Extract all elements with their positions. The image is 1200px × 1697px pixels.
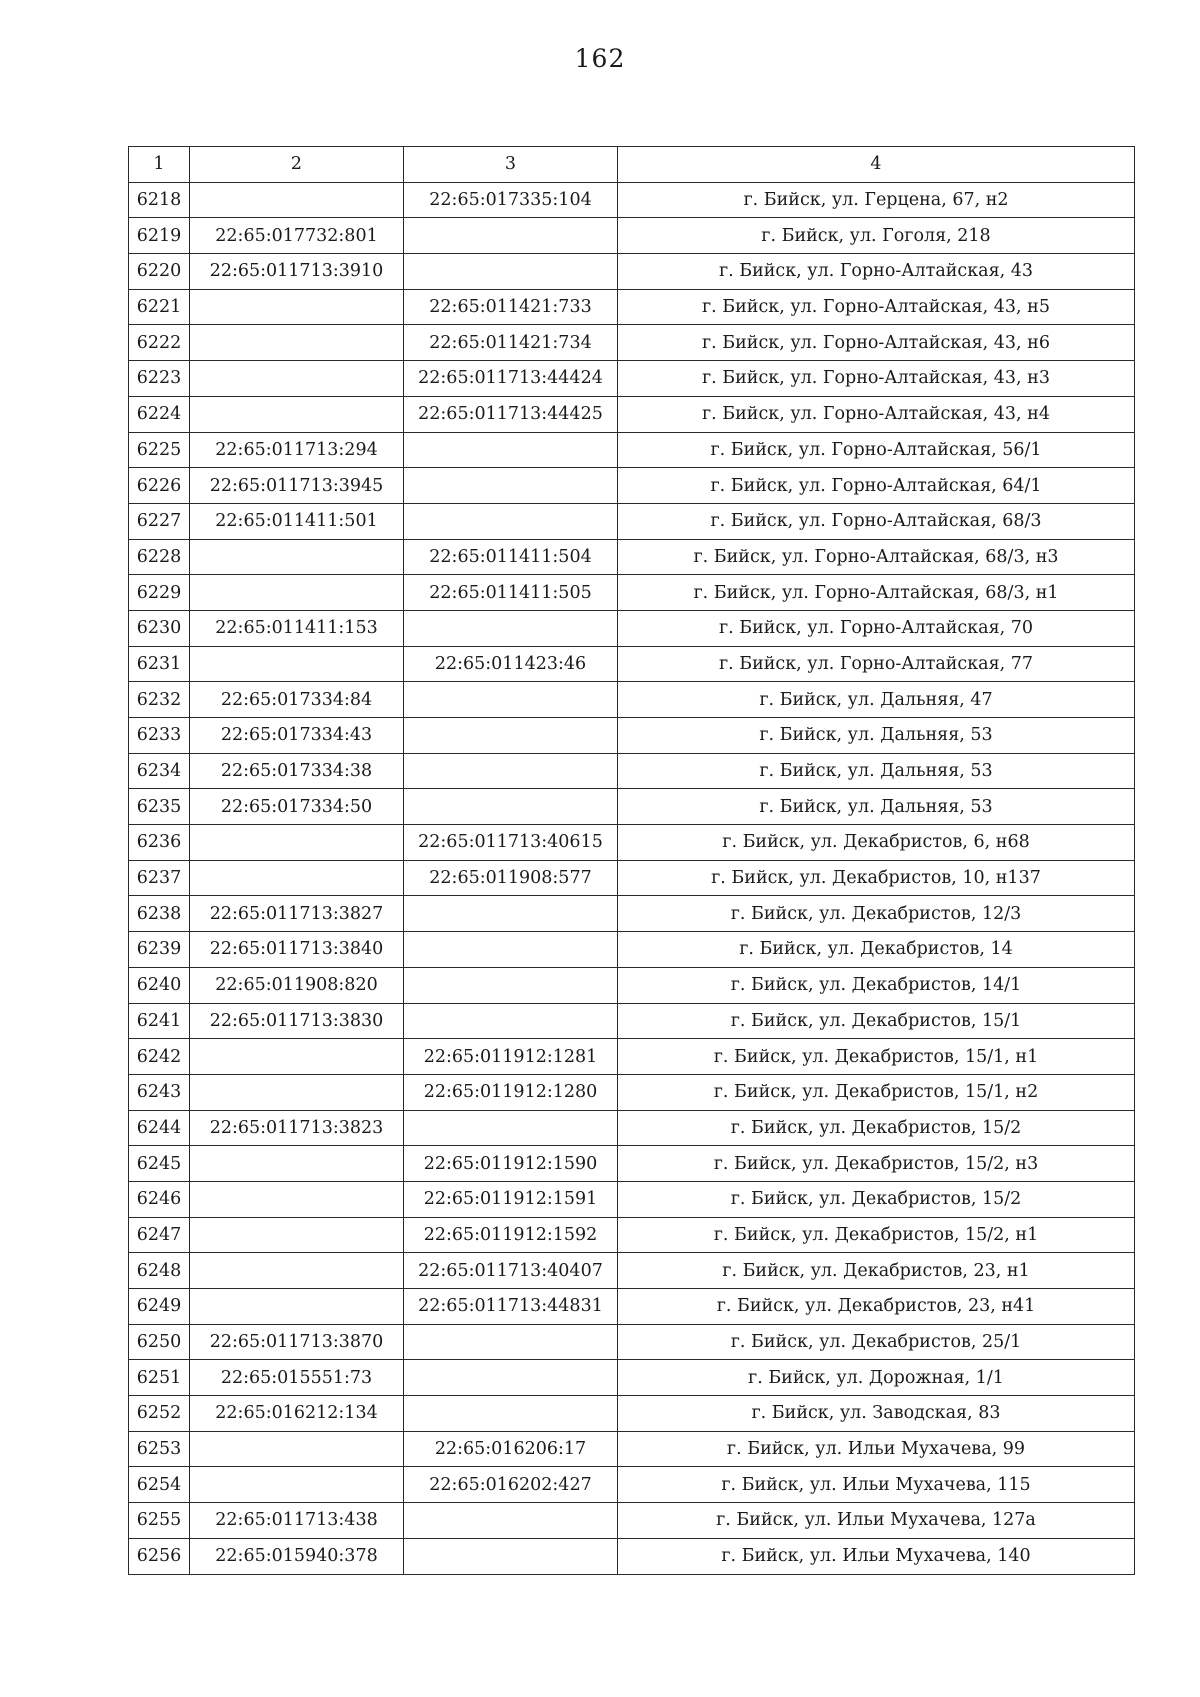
row-number-cell: 6223: [129, 361, 190, 397]
address-cell: г. Бийск, ул. Гоголя, 218: [618, 218, 1135, 254]
header-col-3: 3: [404, 147, 618, 183]
cadastral-number-cell: [190, 539, 404, 575]
address-cell: г. Бийск, ул. Ильи Мухачева, 127а: [618, 1503, 1135, 1539]
address-cell: г. Бийск, ул. Декабристов, 15/1: [618, 1003, 1135, 1039]
row-number-cell: 6230: [129, 610, 190, 646]
row-number-cell: 6224: [129, 396, 190, 432]
building-number-cell: 22:65:011411:505: [404, 575, 618, 611]
cadastral-number-cell: [190, 646, 404, 682]
building-number-cell: [404, 753, 618, 789]
address-cell: г. Бийск, ул. Дальняя, 53: [618, 718, 1135, 754]
table-row: [129, 825, 1135, 861]
address-cell: г. Бийск, ул. Дорожная, 1/1: [618, 1360, 1135, 1396]
table-row: [129, 1039, 1135, 1075]
table-row: [129, 1467, 1135, 1503]
address-cell: г. Бийск, ул. Горно-Алтайская, 56/1: [618, 432, 1135, 468]
table-row: [129, 1074, 1135, 1110]
cadastral-number-cell: 22:65:015940:378: [190, 1538, 404, 1574]
address-cell: г. Бийск, ул. Декабристов, 10, н137: [618, 860, 1135, 896]
table-row: [129, 1503, 1135, 1539]
address-cell: г. Бийск, ул. Декабристов, 15/2, н1: [618, 1217, 1135, 1253]
address-cell: г. Бийск, ул. Ильи Мухачева, 140: [618, 1538, 1135, 1574]
cadastral-number-cell: 22:65:017334:50: [190, 789, 404, 825]
cadastral-number-cell: 22:65:017334:38: [190, 753, 404, 789]
building-number-cell: 22:65:016206:17: [404, 1431, 618, 1467]
address-cell: г. Бийск, ул. Горно-Алтайская, 68/3: [618, 503, 1135, 539]
building-number-cell: [404, 1324, 618, 1360]
building-number-cell: [404, 718, 618, 754]
row-number-cell: 6239: [129, 932, 190, 968]
cadastral-number-cell: [190, 1467, 404, 1503]
table-row: [129, 1217, 1135, 1253]
address-cell: г. Бийск, ул. Горно-Алтайская, 43: [618, 254, 1135, 290]
cadastral-number-cell: 22:65:011713:3840: [190, 932, 404, 968]
address-cell: г. Бийск, ул. Горно-Алтайская, 43, н6: [618, 325, 1135, 361]
cadastral-number-cell: 22:65:011713:3830: [190, 1003, 404, 1039]
row-number-cell: 6240: [129, 967, 190, 1003]
building-number-cell: 22:65:017335:104: [404, 182, 618, 218]
table-row: [129, 1181, 1135, 1217]
table-row: [129, 932, 1135, 968]
address-cell: г. Бийск, ул. Горно-Алтайская, 68/3, н1: [618, 575, 1135, 611]
cadastral-number-cell: 22:65:011713:294: [190, 432, 404, 468]
table-row: [129, 1289, 1135, 1325]
building-number-cell: [404, 1003, 618, 1039]
address-cell: г. Бийск, ул. Декабристов, 14/1: [618, 967, 1135, 1003]
row-number-cell: 6255: [129, 1503, 190, 1539]
building-number-cell: 22:65:011912:1281: [404, 1039, 618, 1075]
row-number-cell: 6242: [129, 1039, 190, 1075]
row-number-cell: 6219: [129, 218, 190, 254]
row-number-cell: 6225: [129, 432, 190, 468]
cadastral-number-cell: 22:65:017334:43: [190, 718, 404, 754]
address-cell: г. Бийск, ул. Декабристов, 15/2: [618, 1181, 1135, 1217]
building-number-cell: [404, 1110, 618, 1146]
cadastral-number-cell: [190, 1181, 404, 1217]
table-row: [129, 1431, 1135, 1467]
address-cell: г. Бийск, ул. Горно-Алтайская, 43, н4: [618, 396, 1135, 432]
header-col-1: 1: [129, 147, 190, 183]
building-number-cell: [404, 1538, 618, 1574]
table-row: [129, 967, 1135, 1003]
table-header-row: [129, 147, 1135, 183]
row-number-cell: 6249: [129, 1289, 190, 1325]
table-row: [129, 361, 1135, 397]
row-number-cell: 6237: [129, 860, 190, 896]
row-number-cell: 6222: [129, 325, 190, 361]
page-number: 162: [574, 44, 626, 73]
row-number-cell: 6244: [129, 1110, 190, 1146]
cadastral-number-cell: [190, 1431, 404, 1467]
row-number-cell: 6245: [129, 1146, 190, 1182]
cadastral-number-cell: 22:65:011713:3823: [190, 1110, 404, 1146]
row-number-cell: 6246: [129, 1181, 190, 1217]
table-row: [129, 1538, 1135, 1574]
registry-table: [128, 146, 1135, 1575]
table-row: [129, 1360, 1135, 1396]
row-number-cell: 6229: [129, 575, 190, 611]
address-cell: г. Бийск, ул. Декабристов, 6, н68: [618, 825, 1135, 861]
row-number-cell: 6221: [129, 289, 190, 325]
table-row: [129, 1396, 1135, 1432]
cadastral-number-cell: 22:65:017732:801: [190, 218, 404, 254]
row-number-cell: 6250: [129, 1324, 190, 1360]
table-row: [129, 539, 1135, 575]
row-number-cell: 6252: [129, 1396, 190, 1432]
cadastral-number-cell: 22:65:011713:3827: [190, 896, 404, 932]
cadastral-number-cell: 22:65:016212:134: [190, 1396, 404, 1432]
cadastral-number-cell: 22:65:011713:438: [190, 1503, 404, 1539]
table-row: [129, 325, 1135, 361]
row-number-cell: 6256: [129, 1538, 190, 1574]
table-row: [129, 789, 1135, 825]
building-number-cell: 22:65:011912:1280: [404, 1074, 618, 1110]
cadastral-number-cell: [190, 1039, 404, 1075]
address-cell: г. Бийск, ул. Декабристов, 25/1: [618, 1324, 1135, 1360]
table-row: [129, 1146, 1135, 1182]
address-cell: г. Бийск, ул. Декабристов, 23, н1: [618, 1253, 1135, 1289]
address-cell: г. Бийск, ул. Горно-Алтайская, 68/3, н3: [618, 539, 1135, 575]
building-number-cell: [404, 682, 618, 718]
row-number-cell: 6236: [129, 825, 190, 861]
row-number-cell: 6247: [129, 1217, 190, 1253]
building-number-cell: 22:65:011912:1590: [404, 1146, 618, 1182]
cadastral-number-cell: [190, 325, 404, 361]
building-number-cell: 22:65:011421:733: [404, 289, 618, 325]
row-number-cell: 6220: [129, 254, 190, 290]
cadastral-number-cell: [190, 1146, 404, 1182]
row-number-cell: 6232: [129, 682, 190, 718]
address-cell: г. Бийск, ул. Дальняя, 53: [618, 789, 1135, 825]
table-row: [129, 1003, 1135, 1039]
row-number-cell: 6248: [129, 1253, 190, 1289]
cadastral-number-cell: [190, 825, 404, 861]
building-number-cell: 22:65:011713:44831: [404, 1289, 618, 1325]
row-number-cell: 6226: [129, 468, 190, 504]
table-row: [129, 218, 1135, 254]
table-row: [129, 468, 1135, 504]
building-number-cell: [404, 789, 618, 825]
building-number-cell: 22:65:011713:40615: [404, 825, 618, 861]
table-row: [129, 682, 1135, 718]
address-cell: г. Бийск, ул. Горно-Алтайская, 43, н5: [618, 289, 1135, 325]
row-number-cell: 6227: [129, 503, 190, 539]
building-number-cell: 22:65:011908:577: [404, 860, 618, 896]
table-row: [129, 610, 1135, 646]
cadastral-number-cell: [190, 1074, 404, 1110]
table-row: [129, 396, 1135, 432]
table-row: [129, 1110, 1135, 1146]
address-cell: г. Бийск, ул. Герцена, 67, н2: [618, 182, 1135, 218]
cadastral-number-cell: 22:65:015551:73: [190, 1360, 404, 1396]
building-number-cell: [404, 610, 618, 646]
address-cell: г. Бийск, ул. Дальняя, 47: [618, 682, 1135, 718]
address-cell: г. Бийск, ул. Горно-Алтайская, 43, н3: [618, 361, 1135, 397]
building-number-cell: 22:65:011713:44425: [404, 396, 618, 432]
table-row: [129, 182, 1135, 218]
cadastral-number-cell: [190, 361, 404, 397]
address-cell: г. Бийск, ул. Декабристов, 15/1, н2: [618, 1074, 1135, 1110]
building-number-cell: [404, 468, 618, 504]
address-cell: г. Бийск, ул. Ильи Мухачева, 99: [618, 1431, 1135, 1467]
row-number-cell: 6251: [129, 1360, 190, 1396]
cadastral-number-cell: [190, 1253, 404, 1289]
building-number-cell: [404, 218, 618, 254]
table-row: [129, 503, 1135, 539]
cadastral-number-cell: 22:65:011713:3910: [190, 254, 404, 290]
building-number-cell: [404, 432, 618, 468]
cadastral-number-cell: 22:65:017334:84: [190, 682, 404, 718]
table-row: [129, 646, 1135, 682]
address-cell: г. Бийск, ул. Декабристов, 12/3: [618, 896, 1135, 932]
header-col-2: 2: [190, 147, 404, 183]
address-cell: г. Бийск, ул. Горно-Алтайская, 70: [618, 610, 1135, 646]
row-number-cell: 6233: [129, 718, 190, 754]
address-cell: г. Бийск, ул. Декабристов, 15/1, н1: [618, 1039, 1135, 1075]
table-row: [129, 860, 1135, 896]
building-number-cell: [404, 932, 618, 968]
cadastral-number-cell: 22:65:011411:153: [190, 610, 404, 646]
table-row: [129, 254, 1135, 290]
table-row: [129, 1253, 1135, 1289]
cadastral-number-cell: [190, 396, 404, 432]
table-row: [129, 575, 1135, 611]
building-number-cell: [404, 1396, 618, 1432]
cadastral-number-cell: 22:65:011908:820: [190, 967, 404, 1003]
cadastral-number-cell: [190, 182, 404, 218]
building-number-cell: 22:65:011713:40407: [404, 1253, 618, 1289]
cadastral-number-cell: [190, 860, 404, 896]
cadastral-number-cell: 22:65:011713:3945: [190, 468, 404, 504]
building-number-cell: 22:65:011423:46: [404, 646, 618, 682]
row-number-cell: 6228: [129, 539, 190, 575]
building-number-cell: 22:65:011421:734: [404, 325, 618, 361]
table-row: [129, 718, 1135, 754]
building-number-cell: [404, 1360, 618, 1396]
building-number-cell: 22:65:011411:504: [404, 539, 618, 575]
cadastral-number-cell: [190, 289, 404, 325]
cadastral-number-cell: [190, 1289, 404, 1325]
building-number-cell: [404, 896, 618, 932]
building-number-cell: 22:65:016202:427: [404, 1467, 618, 1503]
address-cell: г. Бийск, ул. Ильи Мухачева, 115: [618, 1467, 1135, 1503]
row-number-cell: 6254: [129, 1467, 190, 1503]
address-cell: г. Бийск, ул. Декабристов, 15/2: [618, 1110, 1135, 1146]
table-row: [129, 432, 1135, 468]
building-number-cell: [404, 254, 618, 290]
row-number-cell: 6243: [129, 1074, 190, 1110]
row-number-cell: 6231: [129, 646, 190, 682]
address-cell: г. Бийск, ул. Дальняя, 53: [618, 753, 1135, 789]
building-number-cell: 22:65:011713:44424: [404, 361, 618, 397]
row-number-cell: 6253: [129, 1431, 190, 1467]
address-cell: г. Бийск, ул. Горно-Алтайская, 77: [618, 646, 1135, 682]
header-col-4: 4: [618, 147, 1135, 183]
building-number-cell: 22:65:011912:1592: [404, 1217, 618, 1253]
cadastral-number-cell: [190, 1217, 404, 1253]
row-number-cell: 6234: [129, 753, 190, 789]
building-number-cell: [404, 1503, 618, 1539]
cadastral-number-cell: 22:65:011713:3870: [190, 1324, 404, 1360]
building-number-cell: [404, 967, 618, 1003]
cadastral-number-cell: 22:65:011411:501: [190, 503, 404, 539]
row-number-cell: 6238: [129, 896, 190, 932]
address-cell: г. Бийск, ул. Декабристов, 23, н41: [618, 1289, 1135, 1325]
row-number-cell: 6235: [129, 789, 190, 825]
address-cell: г. Бийск, ул. Декабристов, 15/2, н3: [618, 1146, 1135, 1182]
building-number-cell: [404, 503, 618, 539]
cadastral-number-cell: [190, 575, 404, 611]
row-number-cell: 6218: [129, 182, 190, 218]
table-body: [129, 182, 1135, 1574]
address-cell: г. Бийск, ул. Заводская, 83: [618, 1396, 1135, 1432]
address-cell: г. Бийск, ул. Декабристов, 14: [618, 932, 1135, 968]
table-row: [129, 1324, 1135, 1360]
row-number-cell: 6241: [129, 1003, 190, 1039]
building-number-cell: 22:65:011912:1591: [404, 1181, 618, 1217]
address-cell: г. Бийск, ул. Горно-Алтайская, 64/1: [618, 468, 1135, 504]
table-row: [129, 289, 1135, 325]
table-row: [129, 896, 1135, 932]
table-row: [129, 753, 1135, 789]
